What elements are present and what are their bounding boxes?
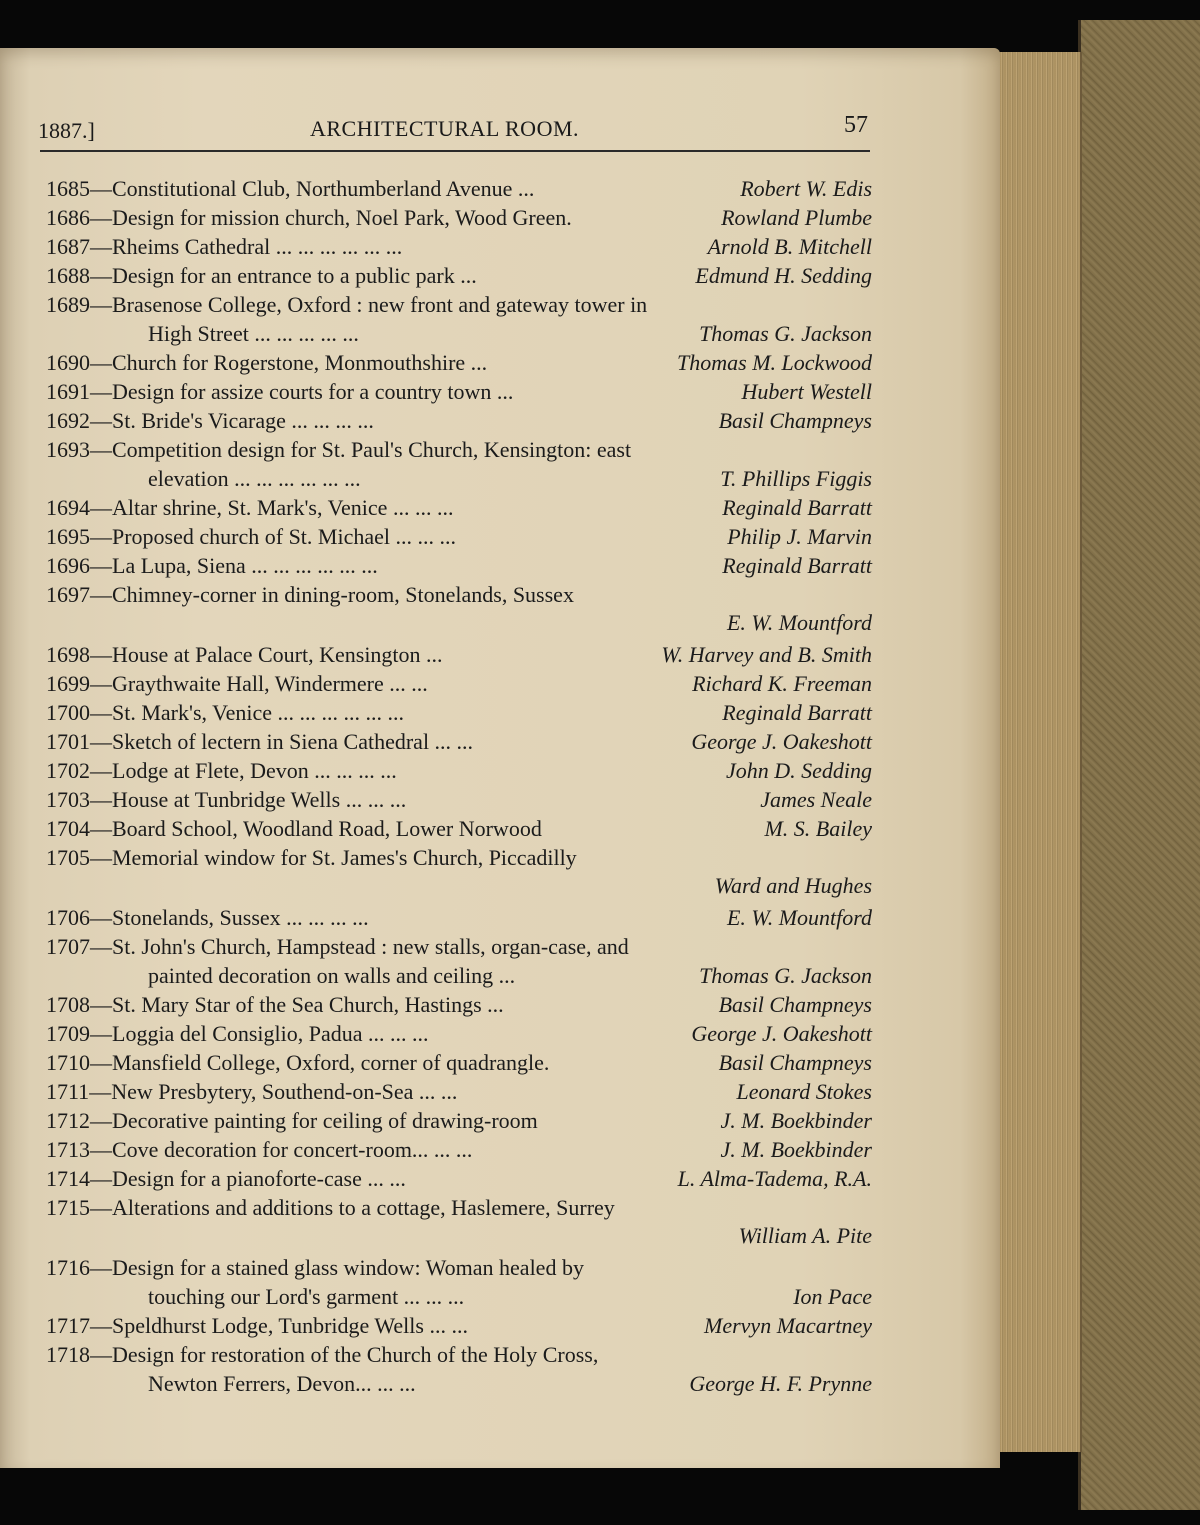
entry-line — [46, 1193, 872, 1222]
entry-dash: — — [90, 495, 112, 520]
entry-description: Memorial window for St. James's Church, Piccadilly — [112, 845, 577, 870]
entry-author: George H. F. Prynne — [689, 1371, 872, 1396]
entry-number: 1693 — [46, 437, 90, 462]
entry-description: New Presbytery, Southend-on-Sea ... ... — [111, 1079, 458, 1104]
entry-line — [46, 756, 872, 785]
entry-number: 1694 — [46, 495, 90, 520]
entry-description: Design for assize courts for a country town ... — [112, 379, 514, 404]
entry-dash: — — [90, 729, 112, 754]
entry-author: James Neale — [760, 787, 872, 812]
entry-description: Chimney-corner in dining-room, Stonelands, Sussex — [112, 582, 574, 607]
entry-author: William A. Pite — [738, 1223, 872, 1248]
entry-dash: — — [90, 1021, 112, 1046]
entry-number: 1717 — [46, 1313, 90, 1338]
catalogue-entry — [46, 435, 872, 493]
catalogue-entry — [46, 843, 872, 903]
entry-number: 1716 — [46, 1255, 90, 1280]
entry-line — [46, 493, 872, 522]
catalogue-entry — [46, 1311, 872, 1340]
entry-author: George J. Oakeshott — [691, 729, 872, 754]
catalogue-entry — [46, 640, 872, 669]
entry-author: W. Harvey and B. Smith — [661, 642, 872, 667]
catalogue-entry — [46, 756, 872, 785]
entry-author: Mervyn Macartney — [704, 1313, 872, 1338]
catalogue-entry — [46, 1135, 872, 1164]
entry-dash: — — [90, 408, 112, 433]
catalogue-entry — [46, 1048, 872, 1077]
entry-description: St. Mary Star of the Sea Church, Hastings ... — [112, 992, 504, 1017]
catalogue-entry — [46, 1253, 872, 1311]
catalogue-entry — [46, 522, 872, 551]
entry-line — [46, 1340, 872, 1369]
entry-line — [46, 640, 872, 669]
entry-description: Loggia del Consiglio, Padua ... ... ... — [112, 1021, 429, 1046]
catalogue-entry — [46, 698, 872, 727]
entry-number: 1685 — [46, 176, 90, 201]
entry-number: 1712 — [46, 1108, 90, 1133]
catalogue-entry — [46, 203, 872, 232]
entry-line — [46, 1253, 872, 1282]
entry-line — [46, 1164, 872, 1193]
catalogue-entry — [46, 232, 872, 261]
catalogue-entry — [46, 1077, 872, 1106]
entry-dash: — — [90, 934, 112, 959]
entry-dash: — — [90, 437, 112, 462]
entry-line — [46, 903, 872, 932]
entry-description: Constitutional Club, Northumberland Avenue ... — [112, 176, 535, 201]
entry-line — [46, 785, 872, 814]
entry-dash: — — [90, 379, 112, 404]
entry-description: Design for restoration of the Church of the Holy Cross, — [112, 1342, 599, 1367]
entry-author-line — [46, 609, 872, 640]
entry-author: Basil Champneys — [718, 992, 872, 1017]
entry-description-continued: touching our Lord's garment ... ... ... — [148, 1284, 465, 1309]
running-header — [38, 112, 868, 148]
entry-line — [46, 1311, 872, 1340]
entry-line — [46, 698, 872, 727]
entry-number: 1701 — [46, 729, 90, 754]
entry-dash: — — [90, 845, 112, 870]
entry-description: Design for a pianoforte-case ... ... — [112, 1166, 406, 1191]
entry-number: 1697 — [46, 582, 90, 607]
entry-line — [46, 406, 872, 435]
entry-number: 1715 — [46, 1195, 90, 1220]
catalogue-entry — [46, 406, 872, 435]
entry-author: Ion Pace — [793, 1284, 872, 1309]
catalogue-entry — [46, 990, 872, 1019]
entry-description: Competition design for St. Paul's Church, Kensington: east — [112, 437, 632, 462]
entry-line — [46, 1135, 872, 1164]
header-year: 1887.] — [38, 118, 95, 143]
entry-line — [46, 174, 872, 203]
catalogue-entry — [46, 903, 872, 932]
entry-dash: — — [90, 1108, 112, 1133]
entry-description: Church for Rogerstone, Monmouthshire ... — [112, 350, 488, 375]
catalogue-entry — [46, 348, 872, 377]
entry-line — [46, 551, 872, 580]
catalogue-entry — [46, 551, 872, 580]
entry-dash: — — [90, 758, 112, 783]
entry-number: 1706 — [46, 905, 90, 930]
entry-number: 1707 — [46, 934, 90, 959]
entry-line — [46, 435, 872, 464]
entry-line — [46, 377, 872, 406]
entry-author: Arnold B. Mitchell — [707, 234, 872, 259]
entry-dash: — — [90, 582, 112, 607]
entry-number: 1700 — [46, 700, 90, 725]
entry-author: Basil Champneys — [718, 1050, 872, 1075]
entry-dash: — — [90, 1313, 112, 1338]
entry-author: Hubert Westell — [741, 379, 872, 404]
catalogue-entry — [46, 1019, 872, 1048]
entry-description: La Lupa, Siena ... ... ... ... ... ... — [112, 553, 378, 578]
entry-line — [46, 843, 872, 872]
entry-author: George J. Oakeshott — [691, 1021, 872, 1046]
entry-author: J. M. Boekbinder — [720, 1108, 872, 1133]
entry-dash: — — [90, 263, 112, 288]
catalogue-entries — [46, 174, 872, 1398]
entry-line — [46, 1019, 872, 1048]
entry-line — [46, 1048, 872, 1077]
entry-dash: — — [90, 642, 112, 667]
catalogue-entry — [46, 290, 872, 348]
entry-line — [46, 727, 872, 756]
entry-description: Alterations and additions to a cottage, Haslemere, Surrey — [112, 1195, 615, 1220]
entry-dash: — — [90, 292, 112, 317]
entry-number: 1689 — [46, 292, 90, 317]
entry-line — [46, 261, 872, 290]
entry-author: Reginald Barratt — [722, 553, 872, 578]
catalogue-entry — [46, 580, 872, 640]
entry-author: T. Phillips Figgis — [720, 466, 872, 491]
entry-author: Reginald Barratt — [722, 700, 872, 725]
catalogue-entry — [46, 1340, 872, 1398]
entry-description: Decorative painting for ceiling of drawing-room — [112, 1108, 538, 1133]
entry-author: J. M. Boekbinder — [720, 1137, 872, 1162]
entry-dash: — — [90, 992, 112, 1017]
page-edges — [992, 52, 1082, 1452]
entry-number: 1692 — [46, 408, 90, 433]
catalogue-entry — [46, 1164, 872, 1193]
entry-description: Design for an entrance to a public park ... — [112, 263, 477, 288]
entry-dash: — — [90, 524, 112, 549]
entry-number: 1709 — [46, 1021, 90, 1046]
entry-dash: — — [90, 1137, 112, 1162]
catalogue-entry — [46, 1193, 872, 1253]
entry-dash: — — [90, 234, 112, 259]
entry-number: 1687 — [46, 234, 90, 259]
entry-line — [46, 522, 872, 551]
entry-number: 1710 — [46, 1050, 90, 1075]
entry-author: Philip J. Marvin — [727, 524, 872, 549]
entry-line — [46, 1077, 872, 1106]
entry-number: 1711 — [46, 1079, 90, 1104]
entry-dash: — — [90, 787, 112, 812]
entry-description: Proposed church of St. Michael ... ... ... — [112, 524, 456, 549]
entry-description: Graythwaite Hall, Windermere ... ... — [112, 671, 428, 696]
catalogue-entry — [46, 785, 872, 814]
header-title: ARCHITECTURAL ROOM. — [310, 116, 580, 141]
entry-dash: — — [90, 671, 112, 696]
entry-dash: — — [90, 1166, 112, 1191]
entry-author: M. S. Bailey — [764, 816, 872, 841]
entry-description: St. Bride's Vicarage ... ... ... ... — [112, 408, 374, 433]
entry-line — [46, 232, 872, 261]
entry-number: 1695 — [46, 524, 90, 549]
entry-author: Thomas M. Lockwood — [677, 350, 872, 375]
entry-dash: — — [89, 1079, 112, 1104]
entry-description: Board School, Woodland Road, Lower Norwood — [112, 816, 542, 841]
entry-number: 1705 — [46, 845, 90, 870]
entry-line — [46, 1106, 872, 1135]
entry-author: Reginald Barratt — [722, 495, 872, 520]
entry-description: Design for mission church, Noel Park, Wood Green. — [112, 205, 572, 230]
catalogue-entry — [46, 932, 872, 990]
entry-description: Design for a stained glass window: Woman healed by — [112, 1255, 584, 1280]
entry-author-line — [46, 872, 872, 903]
entry-line — [46, 580, 872, 609]
entry-author: E. W. Mountford — [726, 610, 872, 635]
entry-dash: — — [90, 553, 112, 578]
entry-dash: — — [90, 1342, 112, 1367]
entry-description: House at Tunbridge Wells ... ... ... — [112, 787, 407, 812]
entry-description-continued: High Street ... ... ... ... ... — [148, 321, 359, 346]
entry-author: E. W. Mountford — [726, 905, 872, 930]
entry-author: Thomas G. Jackson — [699, 963, 872, 988]
entry-description: Lodge at Flete, Devon ... ... ... ... — [112, 758, 397, 783]
entry-number: 1690 — [46, 350, 90, 375]
entry-description: Altar shrine, St. Mark's, Venice ... ... ... — [112, 495, 454, 520]
entry-dash: — — [90, 205, 112, 230]
page-number: 57 — [844, 112, 868, 138]
entry-line — [46, 1369, 872, 1398]
entry-number: 1691 — [46, 379, 90, 404]
entry-dash: — — [90, 1050, 112, 1075]
entry-description-continued: Newton Ferrers, Devon... ... ... — [148, 1371, 416, 1396]
entry-line — [46, 464, 872, 493]
entry-author: Leonard Stokes — [736, 1079, 872, 1104]
entry-line — [46, 990, 872, 1019]
book-cover-edge — [1078, 20, 1200, 1510]
entry-description: Brasenose College, Oxford : new front and gateway tower in — [112, 292, 648, 317]
entry-number: 1708 — [46, 992, 90, 1017]
entry-dash: — — [90, 1195, 112, 1220]
entry-description: Rheims Cathedral ... ... ... ... ... ... — [112, 234, 403, 259]
entry-author: L. Alma-Tadema, R.A. — [677, 1166, 872, 1191]
entry-description: House at Palace Court, Kensington ... — [112, 642, 443, 667]
entry-dash: — — [90, 905, 112, 930]
entry-line — [46, 932, 872, 961]
entry-dash: — — [90, 816, 112, 841]
entry-author: Basil Champneys — [718, 408, 872, 433]
catalogue-entry — [46, 493, 872, 522]
entry-number: 1698 — [46, 642, 90, 667]
catalogue-entry — [46, 1106, 872, 1135]
entry-description-continued: painted decoration on walls and ceiling ... — [148, 963, 516, 988]
entry-number: 1702 — [46, 758, 90, 783]
entry-description-continued: elevation ... ... ... ... ... ... — [148, 466, 361, 491]
entry-number: 1688 — [46, 263, 90, 288]
entry-number: 1714 — [46, 1166, 90, 1191]
entry-dash: — — [90, 1255, 112, 1280]
entry-author-line — [46, 1222, 872, 1253]
catalogue-entry — [46, 377, 872, 406]
entry-line — [46, 348, 872, 377]
catalogue-entry — [46, 174, 872, 203]
entry-number: 1704 — [46, 816, 90, 841]
entry-author: Ward and Hughes — [714, 873, 872, 898]
entry-number: 1713 — [46, 1137, 90, 1162]
entry-description: Speldhurst Lodge, Tunbridge Wells ... ... — [112, 1313, 468, 1338]
entry-line — [46, 290, 872, 319]
entry-author: John D. Sedding — [725, 758, 872, 783]
entry-description: Stonelands, Sussex ... ... ... ... — [112, 905, 369, 930]
entry-author: Richard K. Freeman — [692, 671, 872, 696]
entry-line — [46, 814, 872, 843]
entry-author: Edmund H. Sedding — [695, 263, 872, 288]
entry-dash: — — [90, 350, 112, 375]
entry-number: 1696 — [46, 553, 90, 578]
catalogue-entry — [46, 261, 872, 290]
entry-number: 1686 — [46, 205, 90, 230]
entry-line — [46, 319, 872, 348]
entry-description: Mansfield College, Oxford, corner of quadrangle. — [112, 1050, 550, 1075]
header-rule — [40, 150, 870, 152]
entry-dash: — — [90, 176, 112, 201]
entry-number: 1703 — [46, 787, 90, 812]
catalogue-entry — [46, 814, 872, 843]
entry-number: 1699 — [46, 671, 90, 696]
entry-description: St. Mark's, Venice ... ... ... ... ... ... — [112, 700, 404, 725]
entry-line — [46, 1282, 872, 1311]
entry-line — [46, 669, 872, 698]
entry-author: Rowland Plumbe — [721, 205, 872, 230]
catalogue-entry — [46, 669, 872, 698]
entry-dash: — — [90, 700, 112, 725]
entry-description: Cove decoration for concert-room... ... ... — [112, 1137, 473, 1162]
entry-author: Robert W. Edis — [740, 176, 872, 201]
entry-line — [46, 961, 872, 990]
entry-line — [46, 203, 872, 232]
entry-description: Sketch of lectern in Siena Cathedral ... ... — [112, 729, 474, 754]
entry-author: Thomas G. Jackson — [699, 321, 872, 346]
entry-description: St. John's Church, Hampstead : new stalls, organ-case, and — [112, 934, 629, 959]
catalogue-entry — [46, 727, 872, 756]
entry-number: 1718 — [46, 1342, 90, 1367]
